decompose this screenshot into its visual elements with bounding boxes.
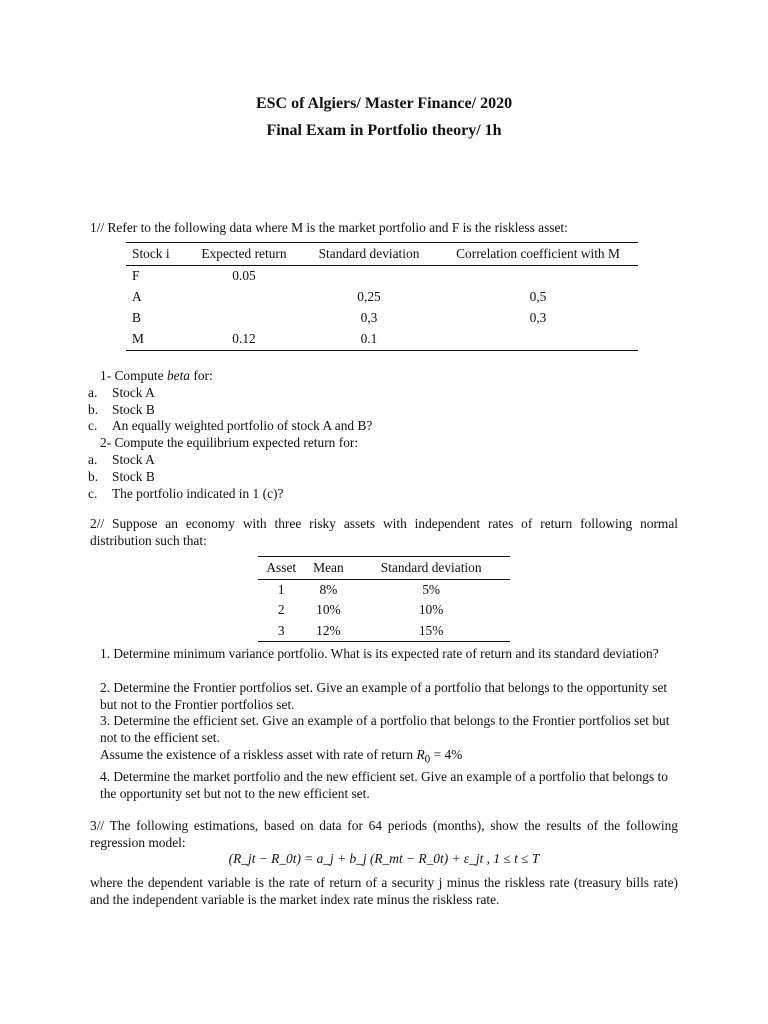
table-cell: 12% [316,622,341,638]
list-item-text: Stock A [112,451,155,467]
table-cell: 8% [319,581,338,597]
riskless-rate-symbol: R [416,747,425,762]
q1-part1-prefix: 1- Compute [100,368,167,383]
list-marker: a. [88,451,98,467]
list-marker: a. [88,384,98,400]
table-cell: 0,5 [529,288,547,304]
q1-part2-heading: 2- Compute the equilibrium expected return for: [100,435,359,451]
list-item-text: The portfolio indicated in 1 (c)? [112,485,284,501]
table-cell: 2 [277,602,285,618]
question-1-intro: 1// Refer to the following data where M is the market portfolio and F is the riskless asset: [90,220,568,235]
col-stock: Stock i [132,246,170,261]
col-standard-deviation: Standard deviation [380,560,482,575]
question-3-explanation: where the dependent variable is the rate of return of a security j minus the riskless rate (treasury bills rate) and the independent variable is the market index rate minus the riskless rate. [90,875,678,907]
question-2-intro: 2// Suppose an economy with three risky assets with independent rates of return following normal distribution such that: [90,516,678,548]
table-cell: 5% [422,581,441,597]
table-cell: B [132,309,141,325]
list-marker: c. [88,485,98,501]
table-cell: 0,3 [360,309,378,325]
table-cell [438,265,638,287]
q2-assets-table [258,556,510,642]
list-item-text: Stock A [112,384,155,400]
table-cell: 0.05 [232,267,256,283]
q2-assumption [100,747,672,768]
list-item [88,469,372,486]
table-cell: F [132,267,140,283]
table-cell: 0,3 [529,309,547,325]
question-3-intro: 3// The following estimations, based on data for 64 periods (months), show the results of the following regression model: [90,818,678,850]
riskless-rate-subscript: 0 [424,753,431,766]
q1-data-table [126,242,638,351]
list-item [88,385,372,402]
table-cell: M [132,330,144,346]
table-cell: 15% [418,622,444,638]
list-item [88,486,372,503]
exam-header-line1: ESC of Algiers/ Master Finance/ 2020 [255,95,513,112]
col-mean: Mean [313,560,344,575]
list-item-text: An equally weighted portfolio of stock A and B? [112,418,373,434]
table-row [126,308,638,329]
list-marker: b. [88,468,99,484]
table-header-row [258,557,510,580]
table-cell: 0.1 [360,330,378,346]
q2-item-1: 1. Determine minimum variance portfolio. What is its expected rate of return and its standard deviation? [100,646,659,661]
q1-part1-emphasis: beta [166,368,191,383]
table-row [258,621,510,642]
riskless-rate-value: = 4% [430,747,463,762]
table-cell [300,265,438,287]
list-item [88,418,372,435]
col-standard-deviation: Standard deviation [318,246,420,261]
exam-header-line2: Final Exam in Portfolio theory/ 1h [266,122,502,139]
table-cell [438,329,638,351]
col-correlation: Correlation coefficient with M [456,246,620,261]
q2-item-4: 4. Determine the market portfolio and the new efficient set. Give an example of a portfolio that belongs to the opportunity set but not to the new efficient set. [100,769,668,801]
table-cell: 1 [277,581,285,597]
list-item [88,452,372,469]
table-row [258,579,510,600]
table-row [126,329,638,351]
q1-part1-suffix: for: [190,368,213,383]
table-row [126,287,638,308]
q2-item-2: 2. Determine the Frontier portfolios set. Give an example of a portfolio that belongs to the opportunity set but not to the Frontier portfolios set. [100,680,668,712]
table-cell: 10% [316,602,341,618]
table-cell [188,308,300,329]
q1-subquestions [88,368,373,502]
table-row [258,600,510,621]
list-item-text: Stock B [112,468,155,484]
list-item [88,402,372,419]
regression-formula: (R_jt − R_0t) = a_j + b_j (R_mt − R_0t) + ε_jt , 1 ≤ t ≤ T [228,851,540,866]
q2-item-3: 3. Determine the efficient set. Give an example of a portfolio that belongs to the Frontier portfolios set but not to the efficient set. [100,713,670,745]
table-cell: 0.12 [232,330,256,346]
table-cell: 10% [418,602,444,618]
list-marker: c. [88,418,98,434]
col-expected-return: Expected return [201,246,287,261]
q1-part1-heading [100,368,372,385]
q2-assumption-text: Assume the existence of a riskless asset with rate of return [100,747,417,762]
list-item-text: Stock B [112,401,155,417]
col-asset: Asset [266,560,297,575]
list-marker: b. [88,401,99,417]
table-cell: 3 [277,622,285,638]
table-cell: A [132,288,142,304]
table-cell [188,287,300,308]
table-header-row [126,243,638,266]
table-row [126,265,638,287]
table-cell: 0,25 [357,288,381,304]
